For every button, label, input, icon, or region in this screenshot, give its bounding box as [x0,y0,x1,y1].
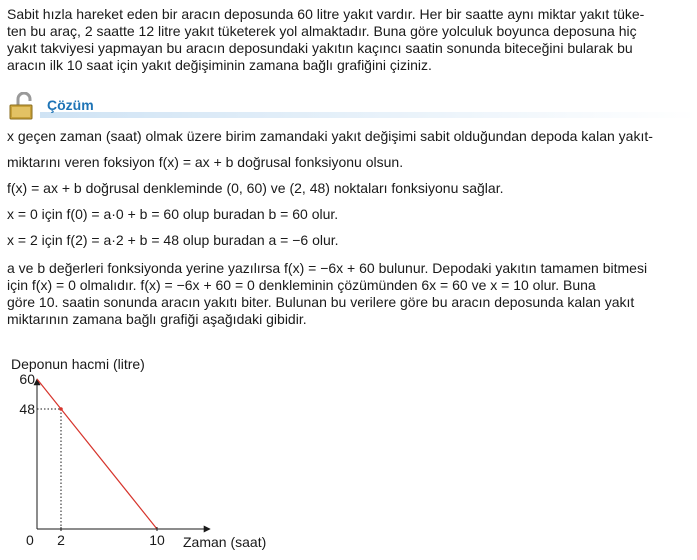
problem-line: Sabit hızla hareket eden bir aracın deposunda 60 litre yakıt vardır. Her bir saatte aynı miktar yakıt tüke- [7,6,645,22]
conclusion-line: için f(x) = 0 olmalıdır. f(x) = −6x + 60 = 0 denkleminin çözümünden 6x = 60 ve x = 10 olur. Buna [7,277,596,293]
problem-line: aracın ilk 10 saat için yakıt değişiminin zamana bağlı grafiğini çiziniz. [7,57,432,73]
conclusion-line: göre 10. saatin sonunda aracın yakıtı biter. Bulunan bu verilere göre bu aracın deposunda kalan yakıt [7,294,635,310]
solution-line: x = 0 için f(0) = a·0 + b = 60 olup buradan b = 60 olur. [7,206,339,222]
solution-line: f(x) = ax + b doğrusal denkleminde (0, 60) ve (2, 48) noktaları fonksiyonu sağlar. [7,180,504,196]
x-tick-label: 2 [57,532,65,548]
conclusion-line: miktarının zamana bağlı grafiği aşağıdaki gibidir. [7,311,307,327]
solution-line: x = 2 için f(2) = a·2 + b = 48 olup buradan a = −6 olur. [7,232,339,248]
solution-header-bar [40,112,697,118]
fuel-chart [0,345,697,560]
solution-line: x geçen zaman (saat) olmak üzere birim zamandaki yakıt değişimi sabit olduğundan depoda kalan yakıt- [7,128,653,144]
y-axis-label: Deponun hacmi (litre) [11,356,145,372]
x-axis-label: Zaman (saat) [183,534,267,550]
lock-icon [6,92,40,120]
x-tick-label: 10 [149,532,165,548]
series-line [37,379,157,529]
problem-line: ten bu araç, 2 saatte 12 litre yakıt tüketerek yol almaktadır. Buna göre yolculuk boyunca deposuna hiç [7,23,637,39]
y-tick-label: 60 [19,371,35,387]
solution-label: Çözüm [47,97,94,113]
data-point [59,407,63,411]
y-tick-label: 48 [19,401,35,417]
solution-line: miktarını veren foksiyon f(x) = ax + b doğrusal fonksiyonu olsun. [7,154,404,170]
conclusion-line: a ve b değerleri fonksiyonda yerine yazılırsa f(x) = −6x + 60 bulunur. Depodaki yakıtın tamamen bitmesi [7,260,648,276]
solution-header [0,90,697,124]
origin-label: 0 [26,532,34,548]
problem-line: yakıt takviyesi yapmayan bu aracın deposundaki yakıtın kaçıncı saatin sonunda biteceğini bularak bu [7,40,633,56]
